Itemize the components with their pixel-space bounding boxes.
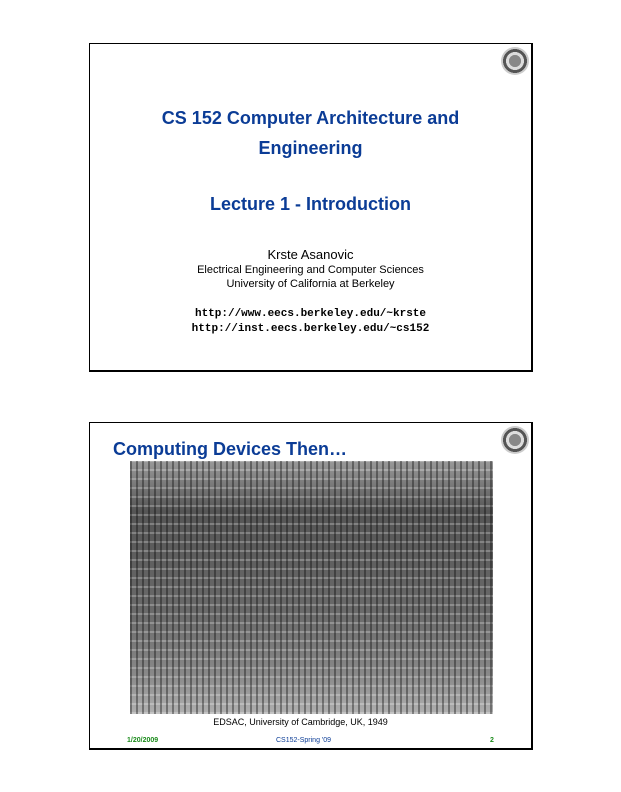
- url-link-1[interactable]: http://www.eecs.berkeley.edu/~krste: [194, 308, 427, 320]
- university: University of California at Berkeley: [226, 278, 395, 290]
- photo-caption: EDSAC, University of Cambridge, UK, 1949: [213, 717, 388, 727]
- university-seal-icon: [501, 426, 529, 454]
- slide-title-line2: Engineering: [258, 138, 363, 158]
- slide-2: [89, 422, 533, 750]
- edsac-photo: [130, 461, 493, 714]
- university-seal-icon: [501, 47, 529, 75]
- slide-date: 1/20/2009: [127, 737, 159, 744]
- course-footer: CS152-Spring '09: [276, 737, 332, 744]
- department: Electrical Engineering and Computer Sciences: [197, 264, 424, 276]
- slide-title-line1: CS 152 Computer Architecture and: [161, 108, 460, 128]
- slide-title: Computing Devices Then…: [113, 439, 348, 459]
- author-name: Krste Asanovic: [267, 247, 354, 262]
- page-number: 2: [490, 737, 494, 744]
- lecture-subtitle: Lecture 1 - Introduction: [209, 194, 411, 214]
- slide-1: [89, 43, 533, 372]
- url-link-2[interactable]: http://inst.eecs.berkeley.edu/~cs152: [191, 323, 430, 335]
